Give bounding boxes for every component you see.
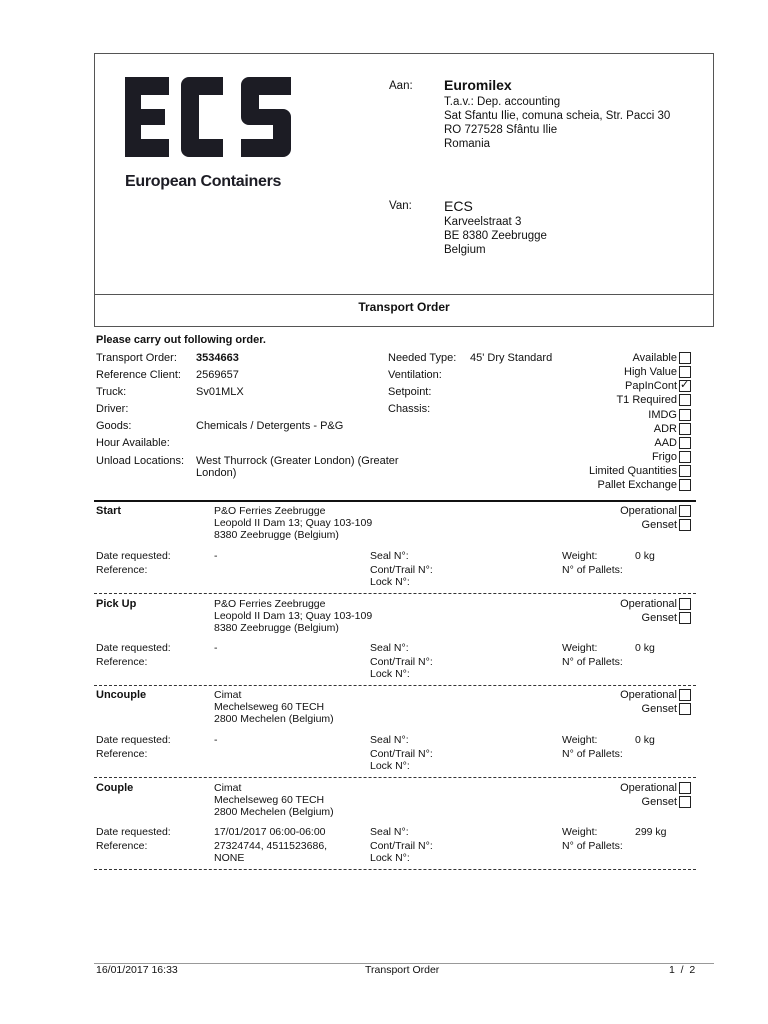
checkbox-label: IMDG bbox=[648, 409, 677, 421]
from-label: Van: bbox=[389, 200, 412, 212]
reference-line: 27324744, 4511523686, bbox=[214, 840, 328, 852]
checkbox-operational[interactable] bbox=[620, 689, 691, 701]
order-intro: Please carry out following order. bbox=[96, 334, 266, 346]
checkbox-label: Frigo bbox=[651, 451, 677, 463]
weight-label: Weight: bbox=[562, 734, 598, 746]
pallets-label: N° of Pallets: bbox=[562, 840, 623, 852]
date-requested-label: Date requested: bbox=[96, 826, 171, 838]
checkbox-box[interactable] bbox=[679, 437, 691, 449]
checkbox-box[interactable] bbox=[679, 465, 691, 477]
location-city: 2800 Mechelen (Belgium) bbox=[214, 713, 334, 725]
seal-label: Seal N°: bbox=[370, 826, 409, 838]
checkbox-aad[interactable] bbox=[654, 437, 691, 449]
section-address bbox=[214, 689, 334, 725]
from-address-line: Karveelstraat 3 bbox=[444, 216, 522, 228]
date-requested-value: - bbox=[214, 734, 218, 746]
checkbox-label: Operational bbox=[620, 782, 677, 794]
checkbox-box[interactable] bbox=[679, 703, 691, 715]
checkbox-box[interactable] bbox=[679, 519, 691, 531]
checkbox-adr[interactable] bbox=[654, 423, 691, 435]
reference-value bbox=[214, 840, 327, 864]
checkbox-genset[interactable] bbox=[642, 519, 691, 531]
location-city: 2800 Mechelen (Belgium) bbox=[214, 806, 334, 818]
location-name: Cimat bbox=[214, 782, 242, 794]
checkbox-frigo[interactable] bbox=[652, 451, 691, 463]
checkbox-box[interactable] bbox=[679, 689, 691, 701]
location-city: 8380 Zeebrugge (Belgium) bbox=[214, 529, 339, 541]
logo-subtitle: European Containers bbox=[125, 173, 282, 190]
reference-label: Reference: bbox=[96, 656, 148, 668]
checkbox-label: Operational bbox=[620, 598, 677, 610]
seal-label: Seal N°: bbox=[370, 642, 409, 654]
location-street: Mechelseweg 60 TECH bbox=[214, 794, 325, 806]
to-address-line: T.a.v.: Dep. accounting bbox=[444, 96, 561, 108]
checkbox-label: Genset bbox=[641, 796, 677, 808]
section-divider bbox=[94, 777, 696, 778]
weight-value: 0 kg bbox=[635, 550, 655, 562]
weight-value: 0 kg bbox=[635, 642, 655, 654]
checkbox-genset[interactable] bbox=[642, 703, 691, 715]
checkbox-operational[interactable] bbox=[620, 598, 691, 610]
checkbox-label: Genset bbox=[641, 703, 677, 715]
field-label: Unload Locations: bbox=[96, 455, 185, 467]
weight-value: 299 kg bbox=[635, 826, 667, 838]
date-requested-label: Date requested: bbox=[96, 734, 171, 746]
to-label: Aan: bbox=[389, 80, 413, 92]
checkbox-limited-quantities[interactable] bbox=[589, 465, 691, 477]
checkbox-box[interactable] bbox=[679, 479, 691, 491]
location-city: 8380 Zeebrugge (Belgium) bbox=[214, 622, 339, 634]
checkbox-pallet-exchange[interactable] bbox=[598, 479, 692, 491]
location-name: P&O Ferries Zeebrugge bbox=[214, 505, 326, 517]
section-address bbox=[214, 505, 372, 541]
seal-label: Seal N°: bbox=[370, 734, 409, 746]
goods-value: Chemicals / Detergents - P&G bbox=[196, 420, 344, 432]
to-address-line: RO 727528 Sfântu Ilie bbox=[444, 124, 558, 136]
field-label: Hour Available: bbox=[96, 437, 170, 449]
seal-label: Seal N°: bbox=[370, 550, 409, 562]
checkbox-high-value[interactable] bbox=[624, 366, 691, 378]
checkbox-box[interactable] bbox=[679, 409, 691, 421]
checkbox-operational[interactable] bbox=[620, 505, 691, 517]
header-box bbox=[94, 53, 714, 327]
checkbox-label: PapInCont bbox=[625, 380, 677, 392]
section-address bbox=[214, 598, 372, 634]
checkbox-label: Pallet Exchange bbox=[597, 479, 677, 491]
checkbox-available[interactable] bbox=[633, 352, 691, 364]
location-street: Mechelseweg 60 TECH bbox=[214, 701, 325, 713]
date-requested-value: - bbox=[214, 550, 218, 562]
checkbox-papincont[interactable] bbox=[625, 380, 691, 392]
field-label: Needed Type: bbox=[388, 352, 457, 364]
location-name: Cimat bbox=[214, 689, 242, 701]
date-requested-value: 17/01/2017 06:00-06:00 bbox=[214, 826, 326, 838]
checkbox-genset[interactable] bbox=[642, 612, 691, 624]
field-label: Setpoint: bbox=[388, 386, 432, 398]
cont-trail-label: Cont/Trail N°: bbox=[370, 564, 433, 576]
lock-label: Lock N°: bbox=[370, 576, 410, 588]
checkbox-label: High Value bbox=[624, 366, 677, 378]
checkbox-box[interactable] bbox=[679, 782, 691, 794]
field-label: Goods: bbox=[96, 420, 132, 432]
lock-label: Lock N°: bbox=[370, 852, 410, 864]
location-name: P&O Ferries Zeebrugge bbox=[214, 598, 326, 610]
from-name: ECS bbox=[444, 198, 473, 214]
checkbox-label: Genset bbox=[641, 612, 677, 624]
checkbox-box[interactable] bbox=[679, 796, 691, 808]
section-divider bbox=[94, 685, 696, 686]
cont-trail-label: Cont/Trail N°: bbox=[370, 656, 433, 668]
weight-label: Weight: bbox=[562, 550, 598, 562]
to-address-line: Romania bbox=[444, 138, 491, 150]
checkbox-label: Genset bbox=[641, 519, 677, 531]
field-label: Truck: bbox=[96, 386, 127, 398]
field-label: Transport Order: bbox=[96, 352, 177, 364]
reference-label: Reference: bbox=[96, 564, 148, 576]
to-address bbox=[444, 95, 670, 151]
section-title: Start bbox=[96, 505, 122, 517]
pallets-label: N° of Pallets: bbox=[562, 656, 623, 668]
weight-label: Weight: bbox=[562, 826, 598, 838]
checkbox-label: ADR bbox=[653, 423, 677, 435]
page-number: 1 / 2 bbox=[669, 964, 696, 976]
unload-line: West Thurrock (Greater London) (Greater bbox=[196, 455, 399, 467]
checkbox-label: Operational bbox=[620, 689, 677, 701]
reference-client-value: 2569657 bbox=[196, 369, 239, 381]
checkbox-box[interactable] bbox=[679, 366, 691, 378]
footer-title: Transport Order bbox=[365, 964, 440, 976]
location-street: Leopold II Dam 13; Quay 103-109 bbox=[214, 517, 373, 529]
checkbox-label: T1 Required bbox=[616, 394, 677, 406]
date-requested-label: Date requested: bbox=[96, 642, 171, 654]
field-label: Driver: bbox=[96, 403, 129, 415]
reference-label: Reference: bbox=[96, 840, 148, 852]
checkbox-box[interactable] bbox=[679, 612, 691, 624]
document-title: Transport Order bbox=[358, 300, 450, 314]
checkbox-box-checked[interactable] bbox=[679, 380, 691, 392]
to-address-line: Sat Sfantu Ilie, comuna scheia, Str. Pacci 30 bbox=[444, 110, 671, 122]
section-address bbox=[214, 782, 334, 818]
lock-label: Lock N°: bbox=[370, 668, 410, 680]
section-divider bbox=[94, 500, 696, 502]
from-address-line: BE 8380 Zeebrugge bbox=[444, 230, 547, 242]
weight-label: Weight: bbox=[562, 642, 598, 654]
checkbox-box[interactable] bbox=[679, 451, 691, 463]
section-divider bbox=[94, 593, 696, 594]
checkbox-box[interactable] bbox=[679, 505, 691, 517]
needed-type-value: 45' Dry Standard bbox=[470, 352, 553, 364]
checkbox-box[interactable] bbox=[679, 394, 691, 406]
checkbox-genset[interactable] bbox=[642, 796, 691, 808]
location-street: Leopold II Dam 13; Quay 103-109 bbox=[214, 610, 373, 622]
cont-trail-label: Cont/Trail N°: bbox=[370, 840, 433, 852]
section-title: Pick Up bbox=[96, 598, 137, 610]
cont-trail-label: Cont/Trail N°: bbox=[370, 748, 433, 760]
section-title: Couple bbox=[96, 782, 134, 794]
field-label: Chassis: bbox=[388, 403, 431, 415]
date-requested-label: Date requested: bbox=[96, 550, 171, 562]
lock-label: Lock N°: bbox=[370, 760, 410, 772]
field-label: Ventilation: bbox=[388, 369, 442, 381]
checkbox-box[interactable] bbox=[679, 598, 691, 610]
checkbox-operational[interactable] bbox=[620, 782, 691, 794]
pallets-label: N° of Pallets: bbox=[562, 564, 623, 576]
ecs-logo bbox=[125, 74, 295, 164]
pallets-label: N° of Pallets: bbox=[562, 748, 623, 760]
weight-value: 0 kg bbox=[635, 734, 655, 746]
unload-line: London) bbox=[196, 467, 237, 479]
unload-locations-value bbox=[196, 455, 399, 479]
truck-value: Sv01MLX bbox=[196, 386, 244, 398]
checkbox-label: Operational bbox=[620, 505, 677, 517]
date-requested-value: - bbox=[214, 642, 218, 654]
checkbox-label: Limited Quantities bbox=[588, 465, 677, 477]
checkbox-label: Available bbox=[632, 352, 677, 364]
to-name: Euromilex bbox=[444, 77, 512, 93]
section-title: Uncouple bbox=[96, 689, 147, 701]
field-label: Reference Client: bbox=[96, 369, 181, 381]
reference-line: NONE bbox=[214, 852, 245, 864]
section-divider bbox=[94, 869, 696, 870]
checkbox-label: AAD bbox=[654, 437, 677, 449]
from-address-line: Belgium bbox=[444, 244, 486, 256]
transport-order-number: 3534663 bbox=[196, 352, 239, 364]
reference-label: Reference: bbox=[96, 748, 148, 760]
checkbox-box[interactable] bbox=[679, 423, 691, 435]
from-address bbox=[444, 215, 547, 257]
checkbox-t1-required[interactable] bbox=[616, 394, 691, 406]
checkbox-imdg[interactable] bbox=[648, 409, 691, 421]
footer-timestamp: 16/01/2017 16:33 bbox=[96, 964, 178, 976]
header-divider bbox=[95, 294, 713, 295]
checkbox-box[interactable] bbox=[679, 352, 691, 364]
